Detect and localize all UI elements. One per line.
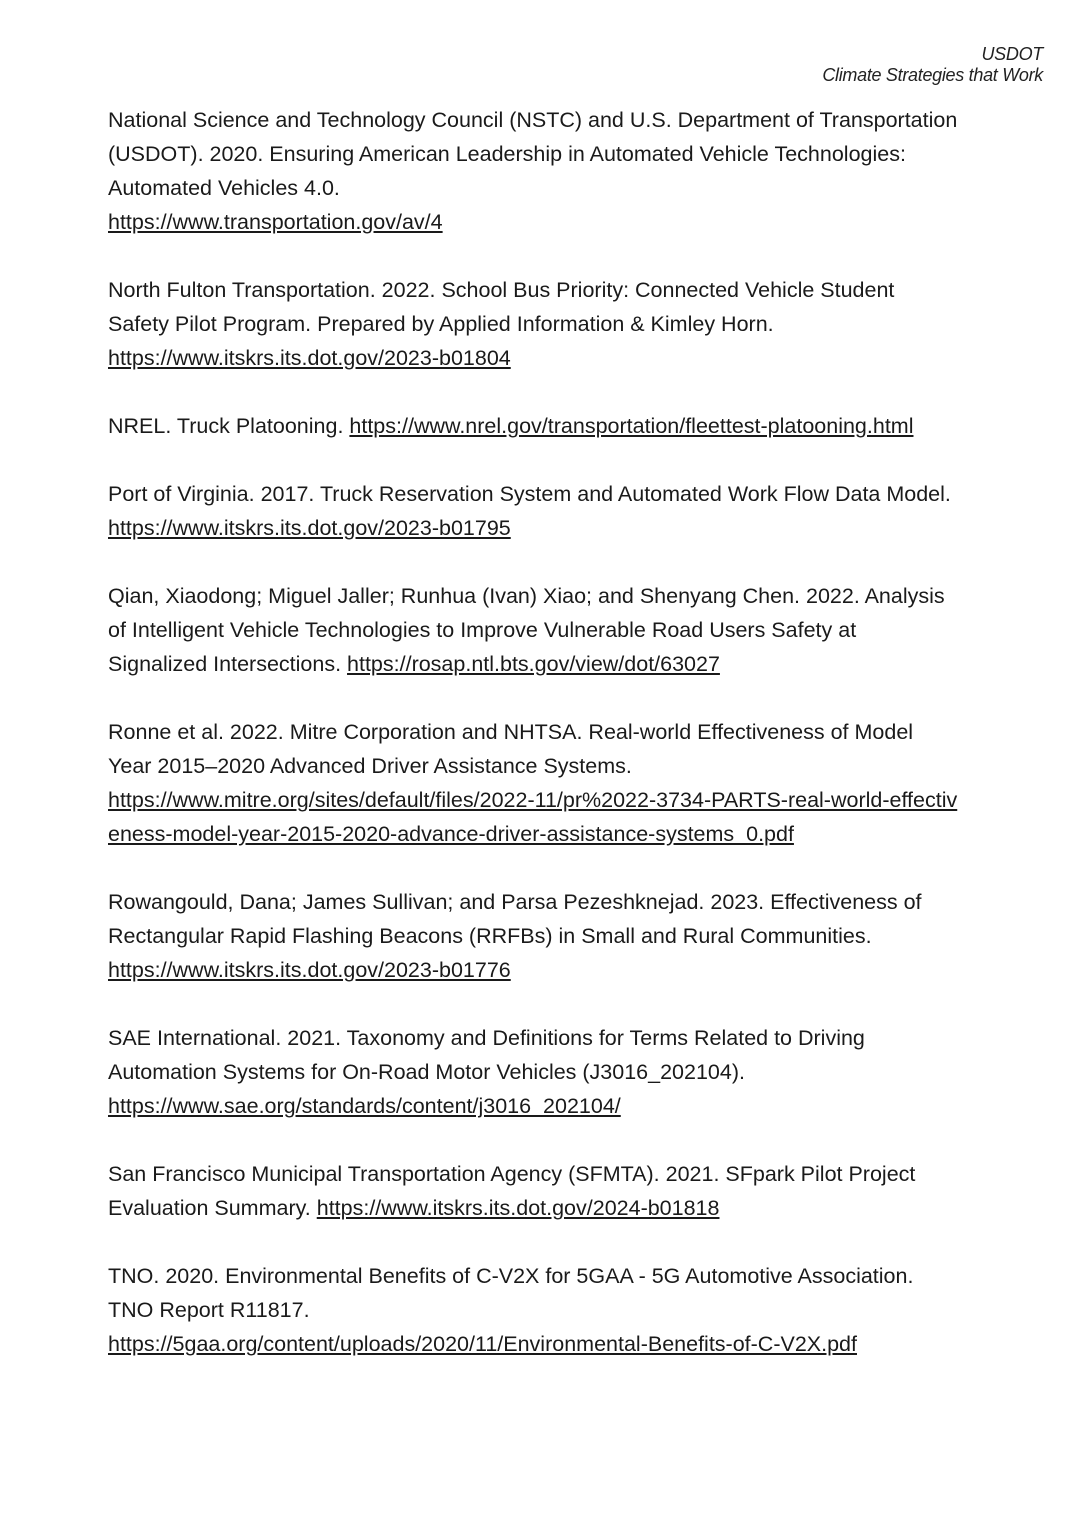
reference-text: San Francisco Municipal Transportation Agency (SFMTA). 2021. SFpark Pilot Project Evaluation Summary.	[108, 1162, 916, 1220]
reference-text: Ronne et al. 2022. Mitre Corporation and NHTSA. Real-world Effectiveness of Model Year 2015–2020 Advanced Driver Assistance Systems.	[108, 720, 914, 778]
reference-link[interactable]: https://www.nrel.gov/transportation/fleettest-platooning.html	[349, 414, 914, 438]
reference-link[interactable]: https://5gaa.org/content/uploads/2020/11/Environmental-Benefits-of-C-V2X.pdf	[108, 1332, 857, 1356]
reference-item	[108, 1021, 958, 1123]
reference-text: SAE International. 2021. Taxonomy and Definitions for Terms Related to Driving Automation Systems for On-Road Motor Vehicles (J3016_202104).	[108, 1026, 865, 1084]
reference-list	[108, 103, 958, 1395]
reference-link[interactable]: https://www.itskrs.its.dot.gov/2023-b01776	[108, 958, 511, 982]
reference-item	[108, 715, 958, 851]
reference-text: Rowangould, Dana; James Sullivan; and Parsa Pezeshknejad. 2023. Effectiveness of Rectangular Rapid Flashing Beacons (RRFBs) in Small and Rural Communities.	[108, 890, 922, 948]
reference-item	[108, 1259, 958, 1361]
page-header	[822, 44, 1043, 86]
reference-item	[108, 579, 958, 681]
reference-link[interactable]: https://www.transportation.gov/av/4	[108, 210, 443, 234]
header-subtitle: Climate Strategies that Work	[822, 65, 1043, 85]
reference-link[interactable]: https://www.itskrs.its.dot.gov/2023-b01795	[108, 516, 511, 540]
reference-item	[108, 885, 958, 987]
reference-text: Qian, Xiaodong; Miguel Jaller; Runhua (Ivan) Xiao; and Shenyang Chen. 2022. Analysis of Intelligent Vehicle Technologies to Improve Vulnerable Road Users Safety at Signalized Intersections.	[108, 584, 945, 676]
reference-item	[108, 409, 958, 443]
reference-text: Port of Virginia. 2017. Truck Reservation System and Automated Work Flow Data Model.	[108, 482, 951, 506]
reference-link[interactable]: https://rosap.ntl.bts.gov/view/dot/63027	[347, 652, 720, 676]
header-org: USDOT	[981, 44, 1043, 64]
reference-item	[108, 273, 958, 375]
reference-text: NREL. Truck Platooning.	[108, 414, 344, 438]
reference-text: North Fulton Transportation. 2022. School Bus Priority: Connected Vehicle Student Safety Pilot Program. Prepared by Applied Information & Kimley Horn.	[108, 278, 895, 336]
reference-text: National Science and Technology Council (NSTC) and U.S. Department of Transportation (USDOT). 2020. Ensuring American Leadership in Automated Vehicle Technologies: Automated Vehicles 4.0.	[108, 108, 958, 200]
reference-link[interactable]: https://www.itskrs.its.dot.gov/2023-b01804	[108, 346, 511, 370]
reference-text: TNO. 2020. Environmental Benefits of C-V2X for 5GAA - 5G Automotive Association. TNO Report R11817.	[108, 1264, 914, 1322]
reference-link[interactable]: https://www.mitre.org/sites/default/files/2022-11/pr%2022-3734-PARTS-real-world-effectiveness-model-year-2015-2020-advance-driver-assistance-systems_0.pdf	[108, 788, 958, 846]
reference-link[interactable]: https://www.sae.org/standards/content/j3016_202104/	[108, 1094, 621, 1118]
reference-item	[108, 1157, 958, 1225]
reference-item	[108, 103, 958, 239]
reference-item	[108, 477, 958, 545]
reference-link[interactable]: https://www.itskrs.its.dot.gov/2024-b01818	[316, 1196, 720, 1220]
